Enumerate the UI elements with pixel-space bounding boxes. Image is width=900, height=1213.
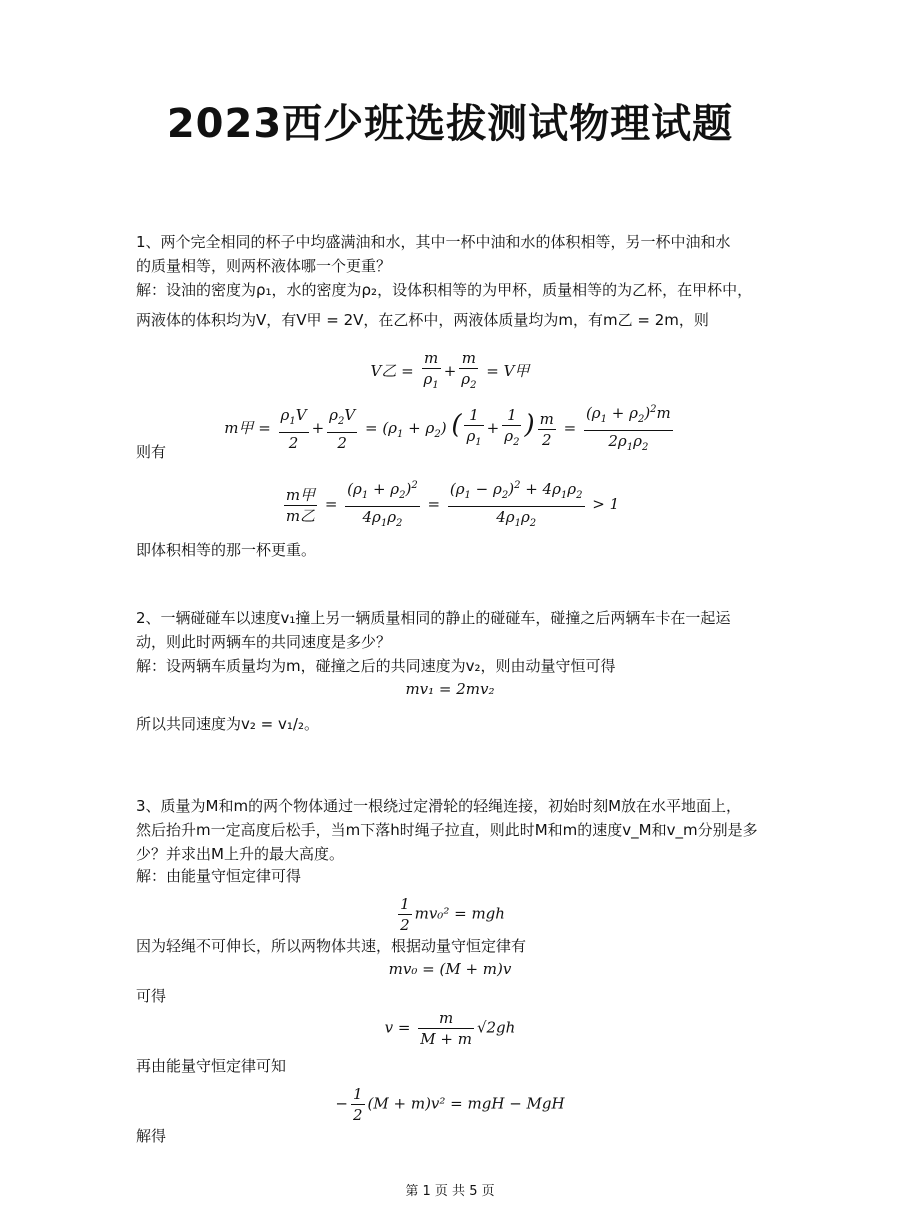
q1-eq1-rhs: = V甲 (486, 362, 530, 380)
q1-conclusion: 即体积相等的那一杯更重。 (136, 541, 317, 559)
q3-line-4: 再由能量守恒定律可知 (136, 1057, 287, 1075)
q2-stem-line-2: 动，则此时两辆车的共同速度是多少？ (136, 633, 392, 651)
q1-stem-line-1: 1、两个完全相同的杯子中均盛满油和水，其中一杯中油和水的体积相等，另一杯中油和水 (136, 233, 731, 251)
q3-eq3-rhs: √2gh (476, 1018, 516, 1037)
q3-solution-line-1: 解：由能量守恒定律可得 (136, 867, 302, 885)
q2-stem-line-1: 2、一辆碰碰车以速度v₁撞上另一辆质量相同的静止的碰碰车，碰撞之后两辆车卡在一起运 (136, 609, 731, 627)
q3-line-2: 因为轻绳不可伸长，所以两物体共速，根据动量守恒定律有 (136, 937, 527, 955)
q3-line-5: 解得 (136, 1127, 167, 1145)
q1-eq2-lhs: m甲 = (224, 419, 271, 437)
page-footer: 第 1 页 共 5 页 (405, 1184, 495, 1199)
q3-eq4-rhs: (M + m)v² = mgH − MgH (367, 1094, 565, 1113)
q3-line-3: 可得 (136, 987, 167, 1005)
q3-eq1-rhs: mv₀² = mgh (414, 904, 505, 923)
q3-stem-line-1: 3、质量为M和m的两个物体通过一根绕过定滑轮的轻绳连接，初始时刻M放在水平地面上， (136, 797, 742, 815)
q1-equation-2: m甲 = $\frac{\rho_1V}{2}$ + $\frac{\rho_2V}{2}$ = $(\rho_1 + \rho_2)$ ( $\frac{1}{\rho_1}$ + $\frac{1}{\rho_2}$ ) $\frac{m}{2}$ = $\frac{(\rho_1 + \rho_2)^2m}{2\rho_1\rho_2}$ (0, 400, 900, 458)
q2-solution-line-1: 解：设两辆车质量均为m，碰撞之后的共同速度为v₂，则由动量守恒可得 (136, 657, 616, 675)
q1-equation-1: V乙 = $\frac{m}{\rho_1}$ + $\frac{m}{\rho_2}$ = V甲 (370, 349, 530, 391)
q1-eq3-tail: > 1 (592, 495, 620, 513)
q3-eq3-lhs: v = (384, 1018, 411, 1037)
q1-stem-line-2: 的质量相等，则两杯液体哪一个更重？ (136, 257, 392, 275)
q3-equation-2: mv₀ = (M + m)v (388, 960, 512, 978)
page-title: 2023西少班选拔测试物理试题 (166, 101, 734, 147)
q3-equation-1: $\frac{1}{2}$ mv₀² = mgh (400, 895, 505, 934)
q3-stem-line-2: 然后抬升m一定高度后松手，当m下落h时绳子拉直，则此时M和m的速度v_M和v_m分别是多 (136, 821, 758, 839)
q2-answer: 所以共同速度为v₂ = v₁/₂。 (136, 715, 319, 733)
q1-then-label: 则有 (136, 443, 167, 461)
q3-equation-4: − $\frac{1}{2}$ (M + m)v² = mgH − MgH (335, 1085, 565, 1124)
q2-equation: mv₁ = 2mv₂ (405, 680, 495, 698)
q3-equation-3: v = $\frac{m}{M + m}$ √2gh (384, 1009, 516, 1048)
q1-eq1-lhs: V乙 = (370, 362, 414, 380)
q1-solution-line-1: 解：设油的密度为ρ₁，水的密度为ρ₂，设体积相等的为甲杯，质量相等的为乙杯，在甲杯中， (136, 281, 753, 299)
q3-stem-line-3: 少？并求出M上升的最大高度。 (136, 845, 344, 863)
q1-equation-3: $\frac{\text{m甲}}{\text{m乙}}$ = $\frac{(\rho_1 + \rho_2)^2}{4\rho_1\rho_2}$ = $\frac{(\rho_1 - \rho_2)^2 + 4\rho_1\rho_2}{4\rho_1\rho_2}$ > 1 (0, 476, 900, 534)
q1-solution-line-2: 两液体的体积均为V，有V甲 = 2V，在乙杯中，两液体质量均为m，有m乙 = 2m，则 (136, 311, 709, 329)
